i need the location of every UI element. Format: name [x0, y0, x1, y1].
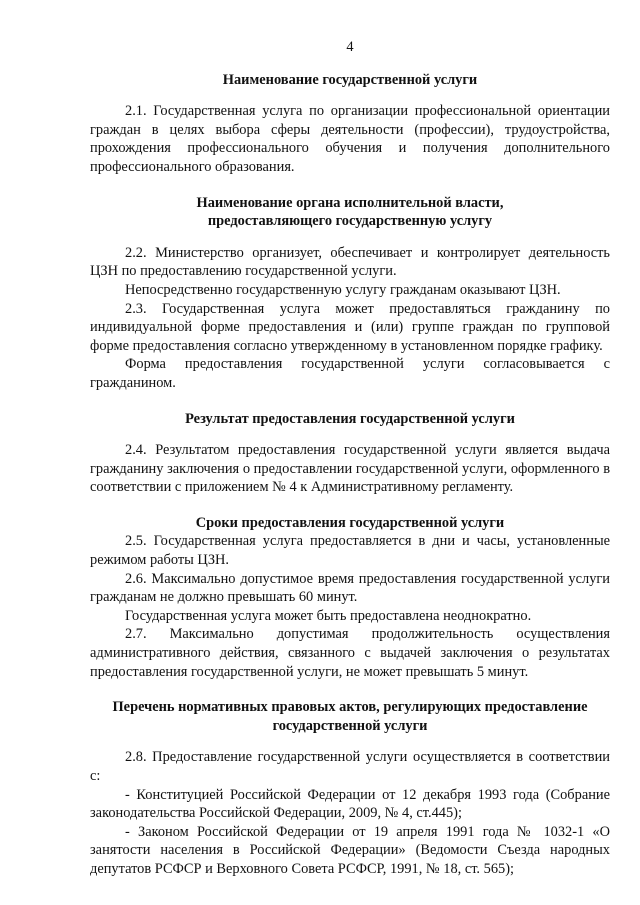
section-heading — [90, 71, 610, 90]
heading-line: Перечень нормативных правовых актов, регулирующих предоставление — [112, 699, 588, 716]
paragraph: 2.8. Предоставление государственной услуги осуществляется в соответствии с: — [90, 749, 610, 784]
paragraph: Непосредственно государственную услугу гражданам оказывают ЦЗН. — [125, 281, 561, 298]
paragraph: 2.1. Государственная услуга по организации профессиональной ориентации граждан в целях выбора сферы деятельности (профессии), трудоустройства, прохождения профессионального обучения и получения дополнительного профессионального образования. — [90, 103, 610, 175]
paragraph: Форма предоставления государственной услуги согласовывается с гражданином. — [90, 356, 610, 391]
paragraph: Государственная услуга может быть предоставлена неоднократно. — [125, 607, 532, 624]
paragraph: 2.2. Министерство организует, обеспечивает и контролирует деятельность ЦЗН по предоставлению государственной услуги. — [90, 244, 610, 280]
heading-line: государственной услуги — [272, 717, 428, 734]
heading-line: Результат предоставления государственной услуги — [185, 410, 515, 427]
section-heading — [90, 514, 610, 533]
paragraph: 2.6. Максимально допустимое время предоставления государственной услуги гражданам не должно превышать 60 минут. — [90, 570, 610, 606]
heading-line: Наименование органа исполнительной власти, — [196, 194, 504, 211]
section-heading — [90, 194, 610, 231]
heading-line: Сроки предоставления государственной услуги — [195, 514, 505, 531]
paragraph: - Конституцией Российской Федерации от 12 декабря 1993 года (Собрание законодательства Российской Федерации, 2009, № 4, ст.445); — [90, 786, 610, 822]
section-heading — [90, 698, 610, 735]
page-number: 4 — [346, 39, 354, 55]
paragraph: 2.3. Государственная услуга может предоставляться гражданину по индивидуальной форме предоставления и (или) группе граждан по групповой форме предоставления согласно утвержденному в установленном порядке графику. — [90, 300, 610, 354]
heading-line: предоставляющего государственную услугу — [207, 213, 493, 230]
heading-line: Наименование государственной услуги — [222, 71, 478, 88]
paragraph: - Законом Российской Федерации от 19 апреля 1991 года № 1032-1 «О занятости населения в Российской Федерации» (Ведомости Съезда народных депутатов РСФСР и Верховного Совета РСФСР, 1991, № 18, ст. 565); — [90, 823, 610, 877]
section-heading — [90, 410, 610, 429]
paragraph: 2.4. Результатом предоставления государственной услуги является выдача гражданину заключения о предоставлении государственной услуги, оформленного в соответствии с приложением № 4 к Административному регламенту. — [90, 442, 610, 496]
paragraph: 2.5. Государственная услуга предоставляется в дни и часы, установленные режимом работы ЦЗН. — [90, 533, 610, 569]
paragraph: 2.7. Максимально допустимая продолжительность осуществления административного действия, связанного с выдачей заключения о результатах предоставления государственной услуги, не может превышать 5 минут. — [90, 626, 610, 680]
